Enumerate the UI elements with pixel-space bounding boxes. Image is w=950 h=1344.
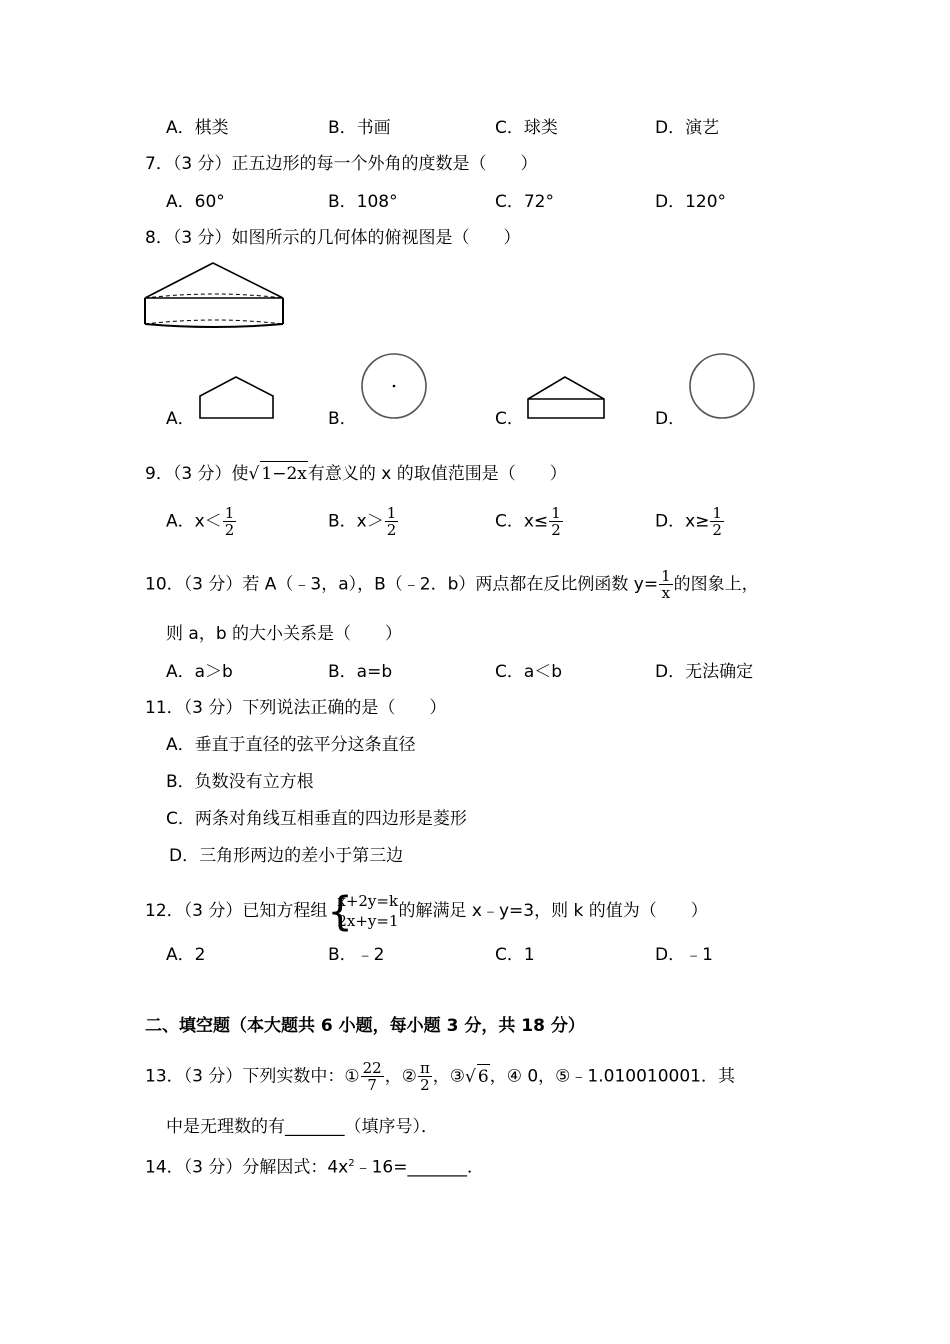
q9-stem-post: 有意义的 x 的取值范围是（ ） (307, 464, 567, 484)
q10-num: 1 (661, 567, 671, 585)
q12-option-c: C．1 (495, 945, 535, 965)
q9-option-d-text: D．x≥ (655, 511, 710, 532)
section-2-heading: 二、填空题（本大题共 6 小题，每小题 3 分，共 18 分） (145, 1016, 585, 1036)
q7-option-c: C．72° (495, 192, 555, 212)
q14-superscript: 2 (348, 1158, 355, 1169)
q8-option-a-figure (196, 374, 278, 422)
q10-stem-pre: 10．（3 分）若 A（﹣3，a），B（﹣2．b）两点都在反比例函数 y= (145, 574, 659, 595)
q14-stem (145, 1152, 484, 1180)
q10-stem-line2: 则 a，b 的大小关系是（ ） (166, 624, 403, 644)
q9-option-c-text: C．x≤ (495, 511, 549, 532)
q13-stem-pre: 13．（3 分）下列实数中：① (145, 1066, 360, 1087)
q6-option-d: D．演艺 (655, 118, 720, 138)
q12-option-a: A．2 (166, 945, 206, 965)
q7-option-d: D．120° (655, 192, 727, 212)
q9-option-c (495, 505, 564, 538)
q10-option-d: D．无法确定 (655, 662, 754, 682)
q9-option-a-num: 1 (224, 504, 235, 522)
q10-den: x (661, 584, 671, 602)
q12-stem-pre: 12．（3 分）已知方程组 (145, 901, 328, 921)
q8-option-b: B． (328, 409, 357, 429)
q10-option-a: A．a＞b (166, 662, 233, 682)
q14-stem-post: ﹣16=_______． (354, 1157, 484, 1178)
q12-option-b: B．﹣2 (328, 945, 385, 965)
q6-option-c: C．球类 (495, 118, 558, 138)
q11-stem: 11．（3 分）下列说法正确的是（ ） (145, 698, 447, 718)
q10-stem-post: 的图象上， (673, 574, 759, 595)
q13-fraction-1 (361, 1060, 384, 1093)
q12-stem (145, 889, 708, 935)
q13-radical: √ 6 (465, 1064, 490, 1089)
q12-brace: { (327, 889, 353, 935)
q8-option-c: C． (495, 409, 524, 429)
q9-stem (145, 461, 567, 486)
q9-option-d-num: 1 (712, 504, 722, 522)
q13-mid1: ，② (384, 1066, 417, 1087)
q13-fraction-2 (418, 1060, 432, 1093)
q8-stem: 8．（3 分）如图所示的几何体的俯视图是（ ） (145, 228, 521, 248)
q9-option-d (655, 505, 725, 538)
q9-option-b-fraction (385, 505, 399, 538)
q9-option-a (166, 505, 237, 538)
q11-option-a: A．垂直于直径的弦平分这条直径 (166, 735, 416, 755)
q12-eq2: 2x+y=1 (337, 912, 399, 930)
q13-radicand: 6 (477, 1064, 490, 1089)
q9-stem-pre: 9．（3 分）使 (145, 464, 249, 484)
q6-option-a: A．棋类 (166, 118, 229, 138)
q11-option-c: C．两条对角线互相垂直的四边形是菱形 (166, 809, 467, 829)
q8-solid-figure (140, 260, 290, 332)
q9-option-b-text: B．x＞ (328, 511, 384, 532)
q6-option-b: B．书画 (328, 118, 391, 138)
q9-radicand: 1−2x (260, 461, 307, 486)
q13-mid2: ，③ (432, 1066, 466, 1087)
q8-option-a: A． (166, 409, 195, 429)
q7-option-a: A．60° (166, 192, 225, 212)
q8-option-c-figure (524, 374, 608, 422)
q9-option-a-fraction (223, 505, 237, 538)
q13-stem-line2: 中是无理数的有_______（填序号）． (166, 1117, 438, 1137)
q10-option-b: B．a=b (328, 662, 393, 682)
q8-option-b-figure (358, 352, 430, 422)
q9-option-d-fraction (710, 505, 724, 538)
q8-option-d-figure (686, 350, 758, 422)
q13-f2-den: 2 (420, 1076, 430, 1094)
q11-option-d: D．三角形两边的差小于第三边 (169, 846, 404, 866)
q12-option-d: D．﹣1 (655, 945, 713, 965)
q13-stem-post: ，④ 0，⑤﹣1.010010001．其 (489, 1066, 735, 1087)
q13-f2-num: π (419, 1059, 430, 1077)
q7-stem: 7．（3 分）正五边形的每一个外角的度数是（ ） (145, 154, 538, 174)
q11-option-b: B．负数没有立方根 (166, 772, 314, 792)
q9-option-a-text: A．x＜ (166, 511, 222, 532)
q9-option-b-num: 1 (386, 504, 397, 522)
q13-f1-den: 7 (367, 1076, 377, 1094)
q7-option-b: B．108° (328, 192, 398, 212)
q9-option-d-den: 2 (712, 521, 722, 539)
q12-stem-post: 的解满足 x﹣y=3，则 k 的值为（ ） (398, 901, 708, 921)
q9-option-c-num: 1 (551, 504, 561, 522)
q9-option-b-den: 2 (386, 521, 397, 539)
q13-stem (145, 1060, 735, 1093)
q12-equation-system (327, 889, 399, 935)
q14-stem-pre: 14．（3 分）分解因式：4x (145, 1157, 349, 1178)
q9-option-b (328, 505, 399, 538)
q10-fraction (659, 568, 673, 601)
q9-option-c-den: 2 (551, 521, 561, 539)
q9-option-a-den: 2 (224, 521, 235, 539)
q10-stem (145, 568, 759, 601)
q13-f1-num: 22 (362, 1059, 382, 1077)
q10-option-c: C．a＜b (495, 662, 563, 682)
q9-radical: √ 1−2x (249, 461, 308, 486)
q12-eq1: x+2y=k (337, 892, 399, 910)
q9-option-c-fraction (549, 505, 563, 538)
q8-option-d: D． (655, 409, 686, 429)
